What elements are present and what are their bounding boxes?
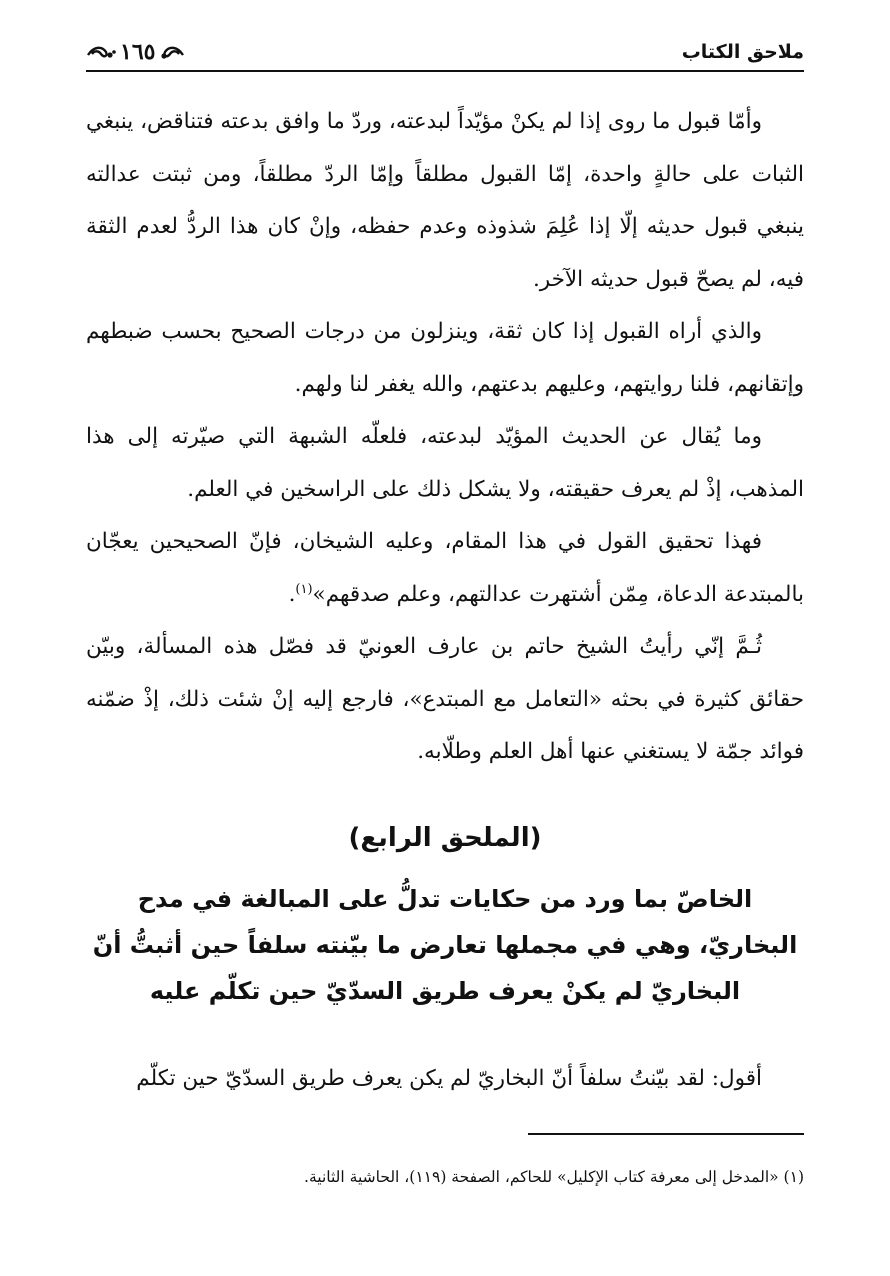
closing-text [86, 1053, 804, 1105]
right-flourish-icon [86, 44, 116, 60]
running-title: ملاحق الكتاب [681, 41, 804, 63]
left-flourish-icon [159, 44, 185, 60]
header-divider [86, 70, 804, 72]
page-number: ١٦٥ [120, 39, 156, 65]
footnote-divider [528, 1133, 804, 1135]
paragraph-with-footnote [86, 516, 804, 621]
footnote-reference: (١) [295, 581, 313, 597]
paragraph-text: فهذا تحقيق القول في هذا المقام، وعليه الشيخان، فإنّ الصحيحين يعجّان بالمبتدعة الدعاة، مِمّن أشتهرت عدالتهم، وعلم صدقهم» [86, 529, 804, 607]
main-text [86, 96, 804, 779]
paragraph: وأمّا قبول ما روى إذا لم يكنْ مؤيّداً لبدعته، وردّ ما وافق بدعته فتناقض، ينبغي الثبات على حالةٍ واحدة، إمّا القبول مطلقاً وإمّا الردّ مطلقاً، ومن ثبتت عدالته ينبغي قبول حديثه إلّا إذا عُلِمَ شذوذه وعدم حفظه، وإنْ كان هذا الردُّ لعدم الثقة فيه، لم يصحّ قبول حديثه الآخر. [86, 109, 804, 292]
page-number-ornament [86, 39, 185, 65]
page-header [86, 34, 804, 70]
paragraph: وما يُقال عن الحديث المؤيّد لبدعته، فلعلّه الشبهة التي صيّرته إلى هذا المذهب، إذْ لم يعرف حقيقته، ولا يشكل ذلك على الراسخين في العلم. [86, 424, 804, 502]
paragraph: والذي أراه القبول إذا كان ثقة، وينزلون من درجات الصحيح بحسب ضبطهم وإتقانهم، فلنا روايتهم، وعليهم بدعتهم، والله يغفر لنا ولهم. [86, 319, 804, 397]
paragraph: أقول: لقد بيّنتُ سلفاً أنّ البخاريّ لم يكن يعرف طريق السدّيّ حين تكلّم [136, 1066, 762, 1091]
paragraph-end-mark: . [288, 581, 296, 607]
appendix-subtitle: الخاصّ بما ورد من حكايات تدلُّ على المبالغة في مدح البخاريّ، وهي في مجملها تعارض ما بيّنته سلفاً حين أثبتُّ أنّ البخاريّ لم يكنْ يعرف طريق السدّيّ حين تكلّم عليه [92, 885, 798, 1005]
footnote: (١) «المدخل إلى معرفة كتاب الإكليل» للحاكم، الصفحة (١١٩)، الحاشية الثانية. [304, 1168, 804, 1186]
paragraph: ثُـمَّ إنّي رأيتُ الشيخ حاتم بن عارف العونيّ قد فصّل هذه المسألة، وبيّن حقائق كثيرة في بحثه «التعامل مع المبتدع»، فارجع إليه إنْ شئت ذلك، إذْ ضمّنه فوائد جمّة لا يستغني عنها أهل العلم وطلّابه. [86, 634, 804, 764]
appendix-title: (الملحق الرابع) [348, 823, 542, 853]
